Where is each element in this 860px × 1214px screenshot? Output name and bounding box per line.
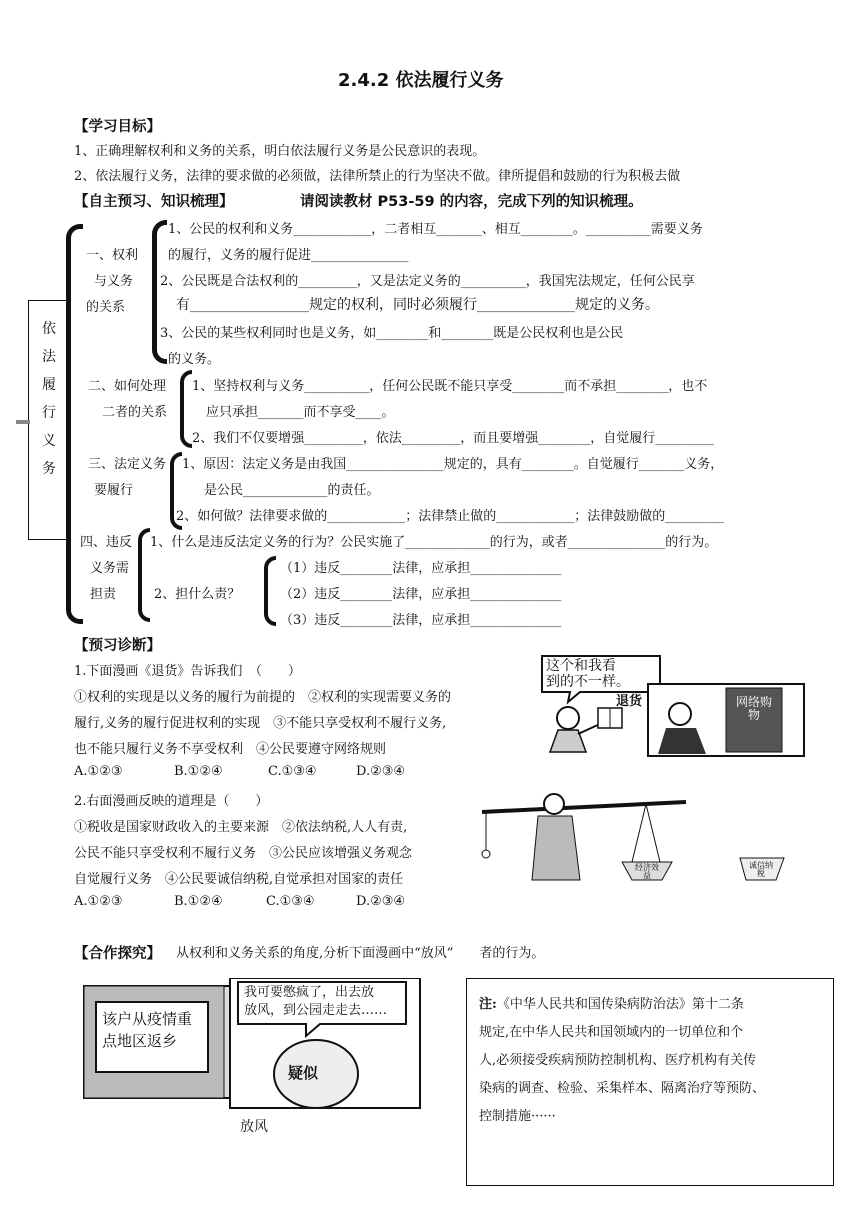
preview-instruction: 请阅读教材 P53-59 的内容，完成下列的知识梳理。 <box>300 194 643 210</box>
s4-brace <box>138 528 150 622</box>
diagnosis-header: 【预习诊断】 <box>74 638 161 654</box>
root-connector <box>16 420 30 424</box>
s4-resp-1: （1）违反________法律，应承担______________ <box>280 561 562 576</box>
s1-label-1: 一、权利 <box>86 248 139 263</box>
s1-label-2: 与义务 <box>94 274 134 289</box>
q2-line-1: ①税收是国家财政收入的主要来源 ②依法纳税,人人有责, <box>74 820 408 835</box>
s2-line-1: 1、坚持权利与义务__________，任何公民既不能只享受________而不承担________，也不 <box>192 379 708 394</box>
root-char: 务 <box>42 461 56 477</box>
preview-header: 【自主预习、知识梳理】 <box>74 194 234 210</box>
tax-cartoon <box>476 790 806 900</box>
tax-drawing <box>476 790 806 900</box>
root-box <box>28 300 70 540</box>
q1-option-c: C.①③④ <box>268 764 317 779</box>
q2-option-c: C.①③④ <box>266 894 315 909</box>
goal-item-1: 1、正确理解权利和义务的关系，明白依法履行义务是公民意识的表现。 <box>74 144 486 159</box>
s4-label-3: 担责 <box>90 587 117 602</box>
s2-label-1: 二、如何处理 <box>88 379 167 394</box>
q1-line-3: 也不能只履行义务不享受权利 ④公民要遵守网络规则 <box>74 742 387 757</box>
page-title: 2.4.2 依法履行义务 <box>338 70 504 91</box>
quarantine-sign-1: 该户从疫情重 <box>102 1010 193 1028</box>
s1-line-1: 1、公民的权利和义务____________，二者相互_______、相互________。__________需要义务 <box>168 222 703 237</box>
basket-label-left: 经济效益 <box>635 863 659 880</box>
q1-option-b: B.①②④ <box>174 764 223 779</box>
law-note-box <box>466 978 834 1186</box>
law-note-label: 注: <box>479 997 497 1012</box>
s4-resp-3: （3）违反________法律，应承担______________ <box>280 613 562 628</box>
root-char: 依 <box>42 321 56 337</box>
bubble-text-2: 到的不一样。 <box>546 674 630 690</box>
return-label: 退货 <box>616 694 643 709</box>
main-brace <box>66 224 83 624</box>
root-char: 义 <box>42 433 56 449</box>
root-label <box>29 301 69 483</box>
s3-line-1: 1、原因：法定义务是由我国_______________规定的，具有________。自觉履行_______义务， <box>182 457 724 472</box>
s4-label-2: 义务需 <box>90 561 130 576</box>
s2-line-2: 应只承担_______而不享受____。 <box>206 405 395 420</box>
q1-line-2: 履行,义务的履行促进权利的实现 ③不能只享受权利不履行义务, <box>74 716 447 731</box>
s4-line-1: 1、什么是违反法定义务的行为？公民实施了_____________的行为，或者_______________的行为。 <box>150 535 718 550</box>
s3-label-1: 三、法定义务 <box>88 457 167 472</box>
law-note-line-5: 控制措施······ <box>479 1109 556 1124</box>
law-note-line-2: 规定,在中华人民共和国领域内的一切单位和个 <box>479 1025 744 1040</box>
cartoon-caption: 放风 <box>240 1119 268 1135</box>
q2-line-3: 自觉履行义务 ④公民要诚信纳税,自觉承担对国家的责任 <box>74 872 404 887</box>
q1-stem: 1.下面漫画《退货》告诉我们 （ ） <box>74 664 301 679</box>
s4-label-1: 四、违反 <box>80 535 133 550</box>
root-char: 履 <box>42 377 56 393</box>
screen-text: 网络购物 <box>735 695 772 722</box>
root-char: 行 <box>42 405 56 421</box>
law-note-text-1: 《中华人民共和国传染病防治法》第十二条 <box>496 997 744 1012</box>
s1-line-6: 的义务。 <box>168 352 221 367</box>
s1-line-2: 的履行，义务的履行促进_______________ <box>168 248 409 263</box>
goals-header: 【学习目标】 <box>74 119 161 135</box>
s1-line-5: 3、公民的某些权利同时也是义务，如________和________既是公民权利也是公民 <box>160 326 624 341</box>
bubble-text-1: 这个和我看 <box>546 658 616 674</box>
s3-line-3: 2、如何做？法律要求做的____________；法律禁止做的____________；法律鼓励做的_________ <box>176 509 724 524</box>
law-note-line-3: 人,必须接受疾病预防控制机构、医疗机构有关传 <box>479 1053 757 1068</box>
q1-option-d: D.②③④ <box>356 764 406 779</box>
release-cartoon <box>80 978 436 1136</box>
q2-line-2: 公民不能只享受权利不履行义务 ③公民应该增强义务观念 <box>74 846 413 861</box>
q2-stem: 2.右面漫画反映的道理是（ ） <box>74 794 269 809</box>
speech-bubble-1: 我可要憋疯了，出去放 <box>244 985 375 1000</box>
q1-option-a: A.①②③ <box>74 764 123 779</box>
s3-line-2: 是公民_____________的责任。 <box>204 483 380 498</box>
quarantine-sign-2: 点地区返乡 <box>102 1032 178 1050</box>
q2-option-a: A.①②③ <box>74 894 123 909</box>
s2-brace <box>180 370 192 448</box>
s2-label-2: 二者的关系 <box>102 405 168 420</box>
root-char: 法 <box>42 349 56 365</box>
coop-header: 【合作探究】 <box>74 946 161 962</box>
basket-label-right: 诚信纳税 <box>749 861 773 878</box>
s1-line-3: 2、公民既是合法权利的_________，又是法定义务的__________，我国宪法规定，任何公民享 <box>160 274 695 289</box>
coop-text: 从权利和义务关系的角度,分析下面漫画中“放风” 者的行为。 <box>176 946 545 961</box>
q1-line-1: ①权利的实现是以义务的履行为前提的 ②权利的实现需要义务的 <box>74 690 452 705</box>
s1-line-4: 有_________________规定的权利，同时必须履行______________规定的义务。 <box>176 297 659 313</box>
s2-line-3: 2、我们不仅要增强_________，依法_________，而且要增强________，自觉履行_________ <box>192 431 714 446</box>
s3-label-2: 要履行 <box>94 483 134 498</box>
return-goods-cartoon <box>520 652 810 762</box>
s4-sub-brace <box>264 556 276 626</box>
speech-bubble-2: 放风，到公园走走去…… <box>244 1003 388 1018</box>
s4-resp-2: （2）违反________法律，应承担______________ <box>280 587 562 602</box>
suspected-text: 疑似 <box>288 1064 319 1082</box>
law-note-line-4: 染病的调查、检验、采集样本、隔离治疗等预防、 <box>479 1081 766 1096</box>
q2-option-b: B.①②④ <box>174 894 223 909</box>
s1-brace <box>152 220 167 364</box>
s1-label-3: 的关系 <box>86 300 126 315</box>
law-note-line-1 <box>479 993 744 1012</box>
s4-line-2: 2、担什么责？ <box>154 587 241 602</box>
q2-option-d: D.②③④ <box>356 894 406 909</box>
goal-item-2: 2、依法履行义务，法律的要求做的必须做，法律所禁止的行为坚决不做。律所提倡和鼓励的行为积极去做 <box>74 169 681 184</box>
